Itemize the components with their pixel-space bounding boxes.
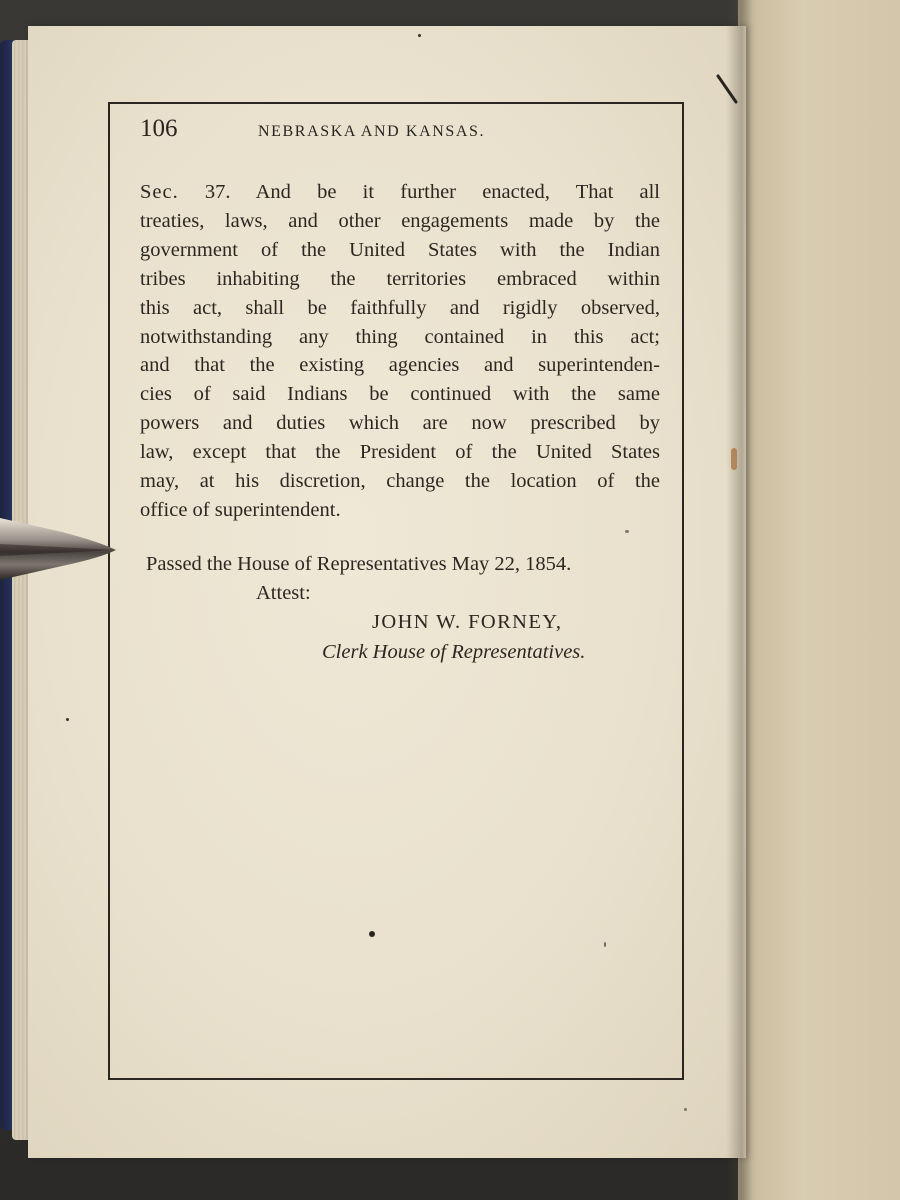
text-line: office of superintendent. [140,498,341,521]
printer-dot [369,931,375,937]
page-number: 106 [140,115,178,142]
speck [66,718,69,721]
speck [418,34,421,37]
speck [684,1108,687,1111]
section-label: Sec. [140,181,179,203]
signer-name: JOHN W. FORNEY, [372,611,563,633]
text-line: cies of said Indians be continued with the same [140,383,660,406]
running-head-title: NEBRASKA AND KANSAS. [258,123,486,140]
page-mark [712,70,742,110]
metal-pointer [0,508,118,582]
text-line: tribes inhabiting the territories embraced within [140,267,660,290]
gutter-shadow [726,0,752,1200]
text-line: and that the existing agencies and superintenden- [140,354,660,377]
signer-title: Clerk House of Representatives. [322,641,586,663]
text-line: notwithstanding any thing contained in this act; [140,325,660,348]
section-text [140,178,660,525]
attest-label: Attest: [256,582,311,604]
text-line: Sec. 37. And be it further enacted, That all [140,181,660,203]
text-line: powers and duties which are now prescribed by [140,412,660,435]
text-line: treaties, laws, and other engagements made by the [140,209,660,232]
text-line: this act, shall be faithfully and rigidly observed, [140,296,660,319]
text-line: government of the United States with the Indian [140,238,660,261]
text-line: law, except that the President of the United States [140,441,660,464]
text-line: may, at his discretion, change the location of the [140,470,660,493]
passage-statement: Passed the House of Representatives May 22, 1854. [146,553,572,575]
facing-page [738,0,900,1200]
page-stain [731,448,737,470]
running-head [140,115,660,149]
